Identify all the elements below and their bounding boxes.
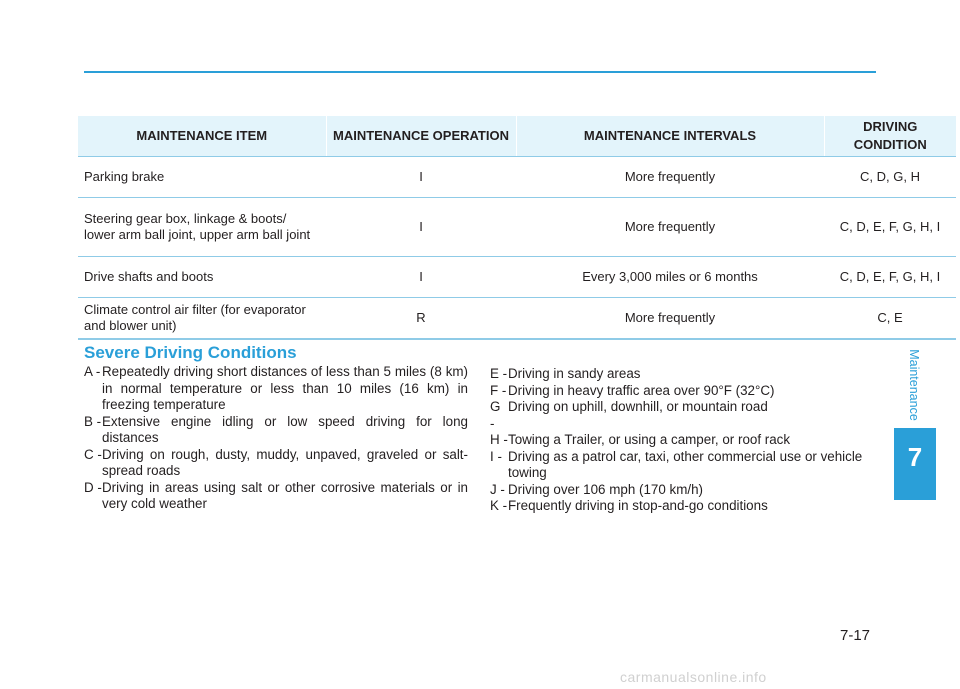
condition-letter: A - [84,364,101,379]
condition-text: Driving over 106 mph (170 km/h) [508,481,703,497]
condition-letter: D - [84,479,102,495]
chapter-side-label [896,340,932,430]
cell-interval: More frequently [516,157,824,198]
cell-interval: More frequently [516,298,824,340]
condition-letter: K - [490,498,508,513]
table-row [78,198,956,257]
list-item [490,432,876,449]
list-item [84,447,468,480]
table-row [78,257,956,298]
condition-letter: B - [84,413,102,429]
condition-letter: I - [490,448,502,464]
page-number: 7-17 [840,627,871,644]
cell-item: Climate control air filter (for evaporator and blower unit) [78,298,326,340]
condition-text: Driving on rough, dusty, muddy, unpaved, graveled or salt-spread roads [102,446,468,478]
maintenance-table [78,116,956,340]
table-row [78,157,956,198]
condition-text: Driving as a patrol car, taxi, other commercial use or vehicle towing [508,448,863,480]
list-item [490,498,876,515]
cell-operation: I [326,257,516,298]
condition-letter: E - [490,366,508,381]
condition-text: Driving on uphill, downhill, or mountain road [508,399,768,414]
list-item [490,383,876,400]
cell-operation: I [326,198,516,257]
cell-operation: R [326,298,516,340]
list-item [490,366,876,383]
condition-letter: G - [490,399,501,431]
chapter-tab [894,428,936,500]
condition-text: Towing a Trailer, or using a camper, or roof rack [508,432,791,447]
list-item [84,364,468,414]
header-maintenance-intervals: MAINTENANCE INTERVALS [516,116,824,157]
list-item [490,482,876,499]
cell-condition: C, D, E, F, G, H, I [824,257,956,298]
condition-text: Driving in sandy areas [508,366,641,381]
condition-text: Driving in areas using salt or other corrosive materials or in very cold weather [102,479,468,511]
watermark: carmanualsonline.info [620,669,767,685]
cell-item: Steering gear box, linkage & boots/ lower arm ball joint, upper arm ball joint [78,198,326,257]
header-driving-condition: DRIVING CONDITION [824,116,956,157]
condition-letter: F - [490,382,507,398]
condition-letter: J - [490,481,505,497]
table-row [78,298,956,340]
cell-operation: I [326,157,516,198]
cell-condition: C, E [824,298,956,340]
section-title: Severe Driving Conditions [84,343,297,362]
top-rule [84,71,876,73]
cell-item: Drive shafts and boots [78,257,326,298]
cell-interval: More frequently [516,198,824,257]
header-maintenance-operation: MAINTENANCE OPERATION [326,116,516,157]
condition-text: Frequently driving in stop-and-go conditions [508,498,768,513]
condition-letter: H - [490,432,508,447]
condition-text: Extensive engine idling or low speed driving for long distances [102,413,468,445]
chapter-number: 7 [907,442,923,472]
list-item [490,449,876,482]
cell-condition: C, D, G, H [824,157,956,198]
condition-text: Repeatedly driving short distances of less than 5 miles (8 km) in normal temperature or less than 10 miles (16 km) in freezing temperature [102,364,468,412]
conditions-list-right [490,366,876,515]
condition-text: Driving in heavy traffic area over 90°F (32°C) [508,382,775,398]
cell-item: Parking brake [78,157,326,198]
conditions-list-left [84,364,468,513]
cell-interval: Every 3,000 miles or 6 months [516,257,824,298]
table-header-row [78,116,956,157]
cell-condition: C, D, E, F, G, H, I [824,198,956,257]
list-item [84,480,468,513]
chapter-label-text: Maintenance [907,349,922,421]
list-item [490,399,876,432]
header-maintenance-item: MAINTENANCE ITEM [78,116,326,157]
list-item [84,414,468,447]
condition-letter: C - [84,446,102,462]
